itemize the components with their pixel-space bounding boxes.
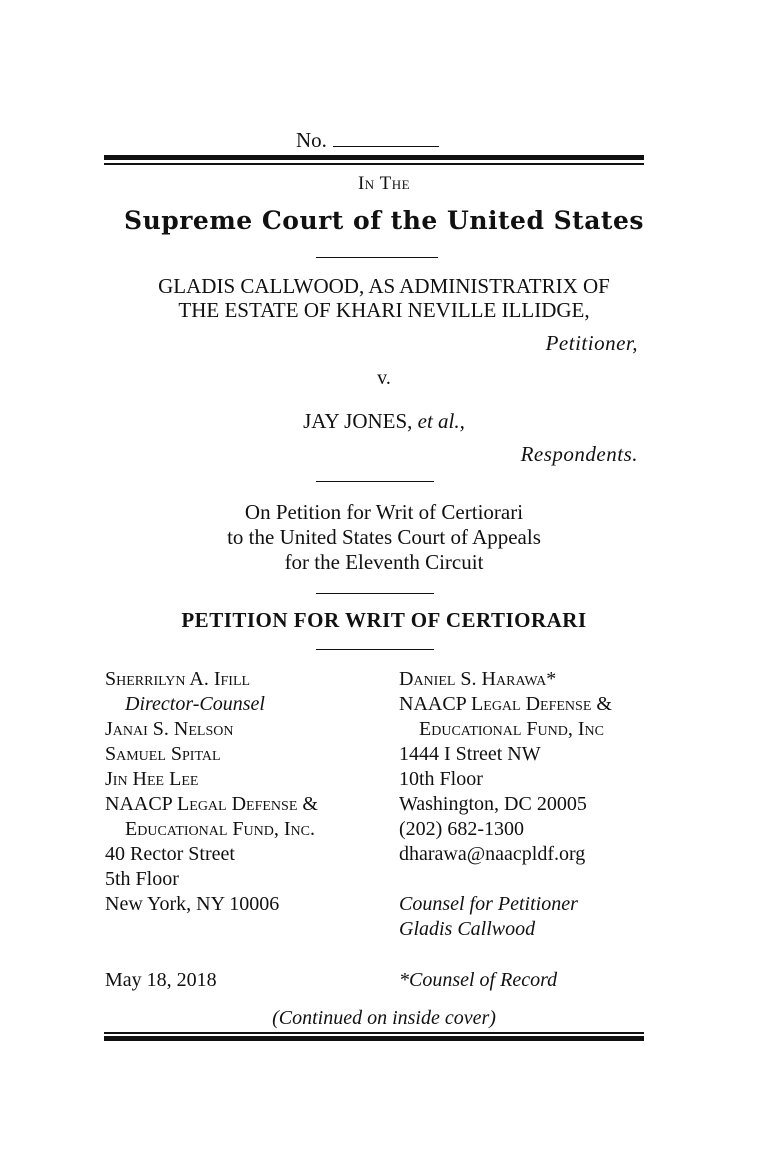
petition-on-line-1: On Petition for Writ of Certiorari [244, 500, 524, 524]
court-name: Supreme Court of the United States [124, 206, 644, 235]
counsel-right-phone: (202) 682-1300 [399, 818, 524, 840]
docket-blank [333, 130, 439, 147]
counsel-left-address-1: 40 Rector Street [105, 843, 235, 865]
divider-2 [316, 481, 434, 482]
counsel-left-address-2: 5th Floor [105, 868, 179, 890]
counsel-right-name-1: Daniel S. Harawa* [399, 668, 557, 690]
bottom-rule-thick [104, 1036, 644, 1041]
counsel-right-address-2: 10th Floor [399, 768, 483, 790]
court-prefix: In The [357, 173, 411, 194]
divider-3 [316, 593, 434, 594]
counsel-left-name-2: Janai S. Nelson [105, 718, 234, 740]
respondent-name-text: JAY JONES, [303, 409, 413, 433]
counsel-left-block [105, 667, 318, 917]
counsel-right-role-2: Gladis Callwood [399, 918, 536, 940]
counsel-right-address-1: 1444 I Street NW [399, 743, 541, 765]
top-rule-thick [104, 155, 644, 160]
counsel-right-role-1: Counsel for Petitioner [399, 893, 578, 915]
continued-note: (Continued on inside cover) [272, 1007, 496, 1029]
docket-label: No. [296, 128, 327, 152]
bottom-rule-thin [104, 1032, 644, 1034]
top-rule-thin [104, 163, 644, 165]
counsel-left-org-1: NAACP Legal Defense & [105, 793, 318, 815]
petitioner-role: Petitioner, [545, 331, 638, 355]
respondent-etal: et al., [417, 409, 465, 433]
counsel-left-address-3: New York, NY 10006 [105, 893, 280, 915]
petitioner-line-1: GLADIS CALLWOOD, AS ADMINISTRATRIX OF [158, 274, 610, 298]
petition-on-line-2: to the United States Court of Appeals [227, 525, 541, 549]
counsel-left-name-3: Samuel Spital [105, 743, 221, 765]
document-title: PETITION FOR WRIT OF CERTIORARI [181, 608, 587, 632]
counsel-left-name-1: Sherrilyn A. Ifill [105, 668, 251, 690]
counsel-left-org-2: Educational Fund, Inc. [125, 818, 315, 840]
counsel-right-block [399, 667, 612, 942]
filing-date: May 18, 2018 [105, 969, 217, 991]
counsel-left-name-4: Jin Hee Lee [105, 768, 199, 790]
counsel-right-org-1: NAACP Legal Defense & [399, 693, 612, 715]
respondent-role: Respondents. [520, 442, 638, 466]
divider-1 [316, 257, 438, 258]
counsel-right-email: dharawa@naacpldf.org [399, 843, 586, 865]
divider-4 [316, 649, 434, 650]
versus: v. [377, 367, 391, 389]
respondent-name [0, 409, 768, 434]
petitioner-line-2: THE ESTATE OF KHARI NEVILLE ILLIDGE, [178, 298, 590, 322]
petition-on-line-3: for the Eleventh Circuit [284, 550, 484, 574]
counsel-of-record-note: *Counsel of Record [399, 969, 558, 991]
counsel-right-spacer [399, 867, 612, 892]
docket-number [296, 128, 439, 153]
counsel-left-title-1: Director-Counsel [125, 693, 265, 715]
counsel-right-address-3: Washington, DC 20005 [399, 793, 587, 815]
counsel-right-org-2: Educational Fund, Inc [419, 718, 604, 740]
